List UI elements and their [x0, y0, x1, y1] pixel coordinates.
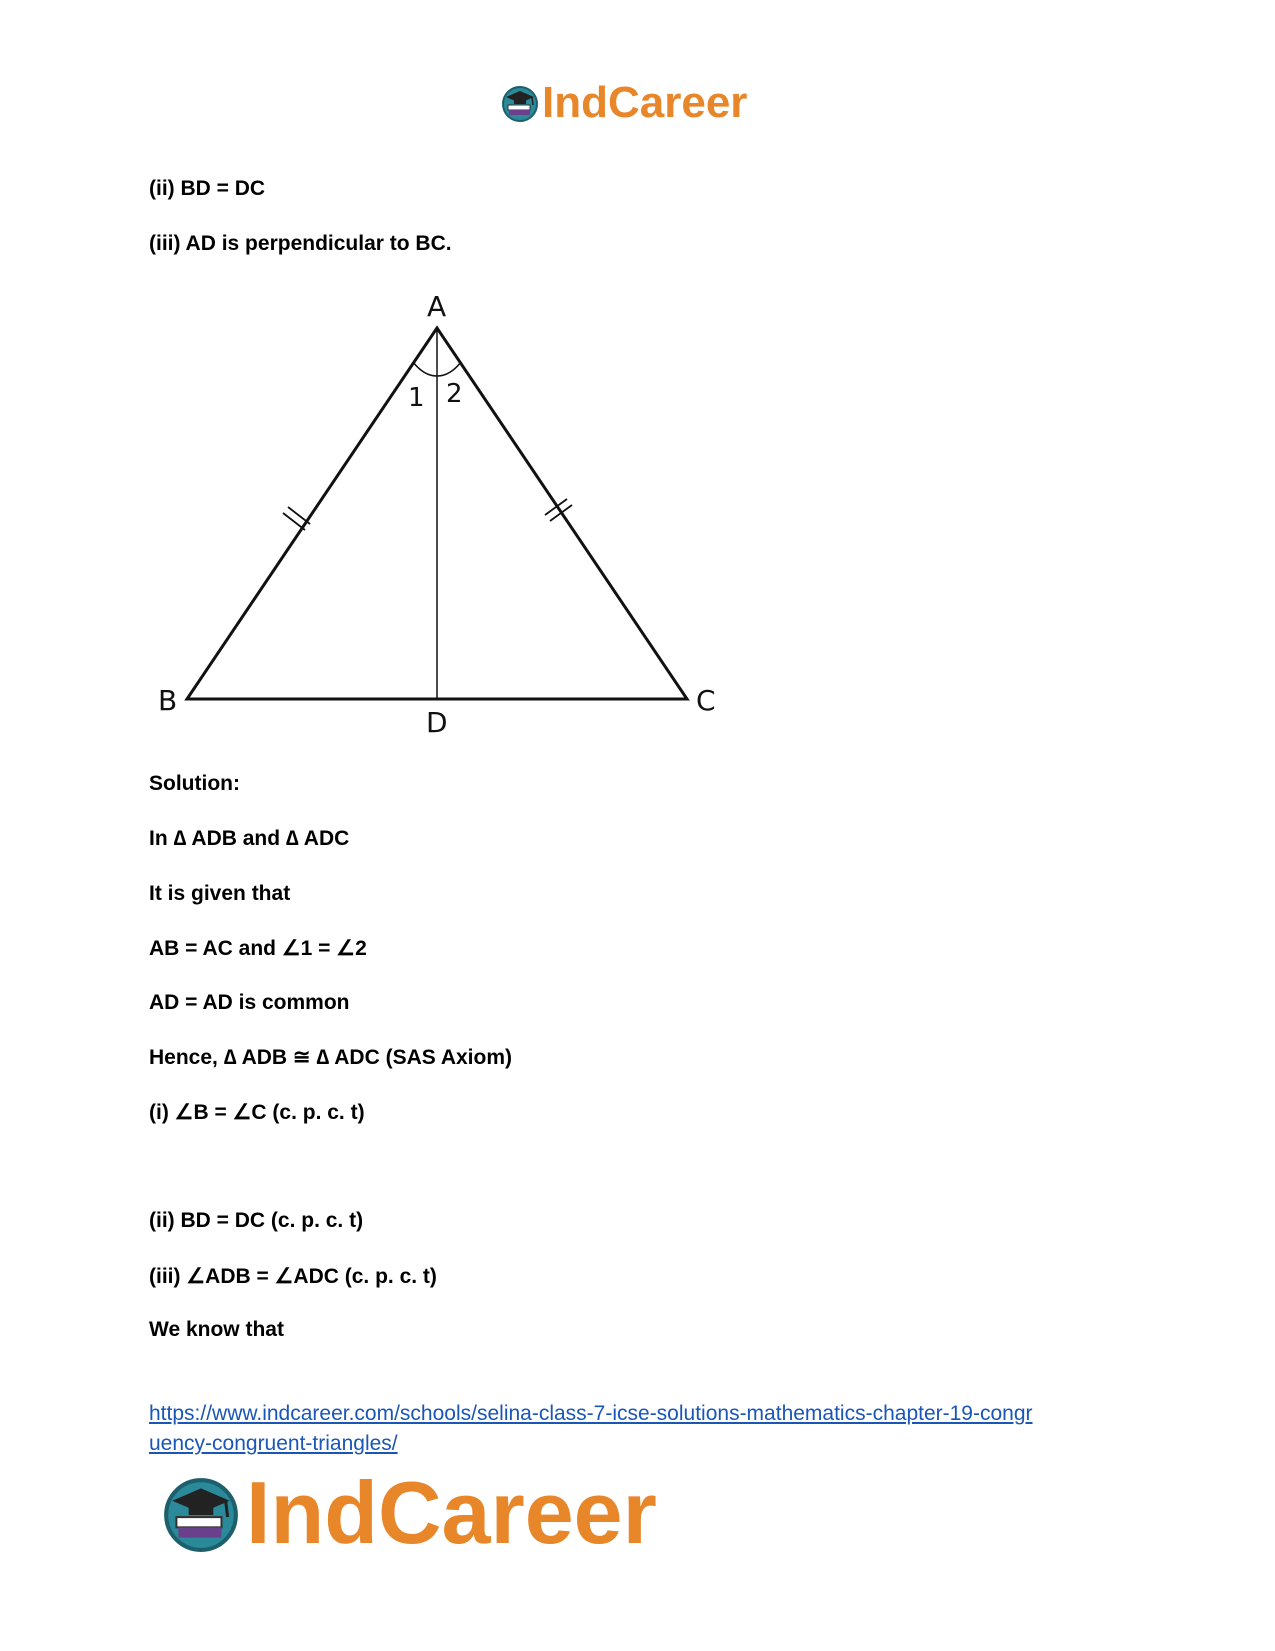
- angle-label-2: 2: [446, 379, 463, 409]
- tick-marks-ab: [283, 507, 310, 530]
- graduation-cap-icon: [500, 83, 540, 123]
- solution-line: It is given that: [149, 882, 291, 905]
- indcareer-logo-bottom: [160, 1462, 657, 1564]
- logo-wordmark: IndCareer: [246, 1463, 657, 1562]
- point-label-d: D: [426, 706, 448, 739]
- solution-line: Hence, ∆ ADB ≅ ∆ ADC (SAS Axiom): [149, 1046, 512, 1069]
- angle-2-arc: [437, 362, 461, 376]
- logo-wordmark: IndCareer: [542, 78, 748, 127]
- source-link[interactable]: [149, 1399, 1129, 1459]
- source-link-line-2: uency-congruent-triangles/: [149, 1432, 398, 1455]
- vertex-label-b: B: [158, 684, 178, 717]
- angle-label-1: 1: [408, 383, 425, 413]
- question-part-iii: (iii) AD is perpendicular to BC.: [149, 232, 452, 255]
- solution-line: (ii) BD = DC (c. p. c. t): [149, 1209, 364, 1232]
- solution-line: AD = AD is common: [149, 991, 350, 1014]
- angle-1-arc: [413, 362, 437, 376]
- indcareer-logo-top: [500, 78, 747, 128]
- solution-heading: Solution:: [149, 772, 240, 795]
- vertex-label-a: A: [427, 290, 447, 323]
- solution-line: (i) ∠B = ∠C (c. p. c. t): [149, 1101, 365, 1124]
- question-part-ii: (ii) BD = DC: [149, 177, 266, 200]
- graduation-cap-icon: [160, 1472, 242, 1554]
- triangle-figure: [148, 286, 728, 746]
- solution-line: (iii) ∠ADB = ∠ADC (c. p. c. t): [149, 1265, 437, 1288]
- solution-line: AB = AC and ∠1 = ∠2: [149, 937, 367, 960]
- vertex-label-c: C: [696, 684, 716, 717]
- source-link-line-1: https://www.indcareer.com/schools/selina-class-7-icse-solutions-mathematics-chapter-19-congr: [149, 1402, 1033, 1425]
- solution-line: We know that: [149, 1318, 284, 1341]
- solution-line: In ∆ ADB and ∆ ADC: [149, 827, 350, 850]
